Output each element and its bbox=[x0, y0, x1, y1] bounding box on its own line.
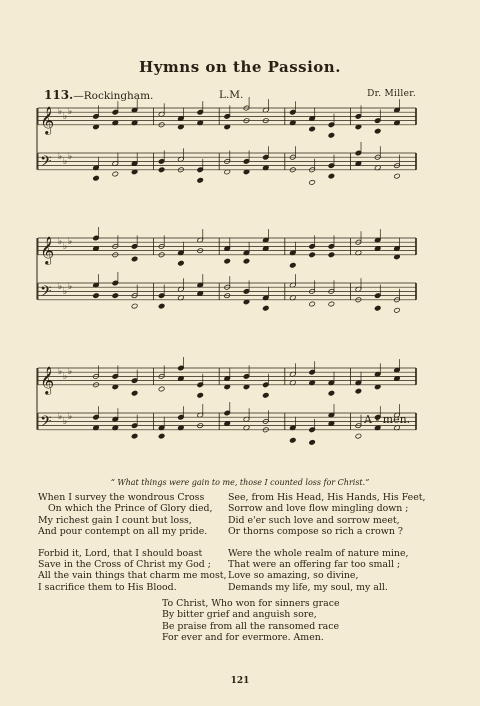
stanza-4 bbox=[228, 548, 440, 594]
clef-icon: 𝄢 bbox=[40, 412, 52, 434]
flat-icon: ♭ bbox=[68, 152, 73, 162]
final-doxology bbox=[162, 598, 392, 644]
note-head bbox=[309, 126, 316, 132]
flat-icon: ♭ bbox=[63, 157, 68, 167]
flat-icon: ♭ bbox=[68, 367, 73, 377]
flat-icon: ♭ bbox=[58, 152, 63, 162]
flat-icon: ♭ bbox=[68, 412, 73, 422]
verse-line: Or thorns compose so rich a crown ? bbox=[228, 526, 403, 538]
verse-line: All the vain things that charm me most, bbox=[38, 570, 227, 582]
note-head bbox=[158, 167, 165, 173]
note-head bbox=[309, 301, 316, 307]
verse-line: On which the Prince of Glory died, bbox=[48, 503, 213, 515]
note-head bbox=[178, 260, 185, 266]
note-head bbox=[243, 258, 250, 264]
note-head bbox=[262, 392, 269, 398]
note-head bbox=[131, 303, 138, 309]
note-head bbox=[309, 440, 316, 446]
note-head bbox=[355, 433, 362, 439]
page-number: 121 bbox=[230, 676, 250, 686]
verse-line: Demands my life, my soul, my all. bbox=[228, 581, 388, 593]
note-head bbox=[197, 177, 204, 183]
flat-icon: ♭ bbox=[58, 412, 63, 422]
verse-line: To Christ, Who won for sinners grace bbox=[162, 598, 340, 609]
note-head bbox=[131, 433, 138, 439]
verse-line: See, from His Head, His Hands, His Feet, bbox=[228, 492, 426, 503]
verse-line: By bitter grief and anguish sore, bbox=[162, 609, 317, 621]
note-head bbox=[394, 307, 401, 313]
note-head bbox=[158, 303, 165, 309]
note-head bbox=[355, 388, 362, 394]
verse-line: Did e'er such love and sorrow meet, bbox=[228, 514, 400, 526]
note-head bbox=[328, 132, 335, 138]
note-head bbox=[112, 293, 119, 299]
note-head bbox=[328, 301, 335, 307]
stanza-1 bbox=[38, 492, 238, 538]
note-head bbox=[374, 128, 381, 134]
note-head bbox=[328, 173, 335, 179]
note-head bbox=[394, 173, 401, 179]
flat-icon: ♭ bbox=[63, 372, 68, 382]
note-head bbox=[374, 305, 381, 311]
note-head bbox=[289, 437, 296, 443]
note-head bbox=[328, 390, 335, 396]
note-head bbox=[289, 262, 296, 268]
note-head bbox=[93, 293, 100, 299]
flat-icon: ♭ bbox=[63, 287, 68, 297]
stanza-3 bbox=[228, 492, 440, 538]
flat-icon: ♭ bbox=[63, 417, 68, 427]
flat-icon: ♭ bbox=[58, 237, 63, 247]
clef-icon: 𝄞 bbox=[40, 365, 55, 394]
verse-line: For ever and for evermore. Amen. bbox=[162, 632, 324, 644]
flat-icon: ♭ bbox=[68, 107, 73, 117]
note-head bbox=[93, 175, 100, 181]
clef-icon: 𝄢 bbox=[40, 282, 52, 304]
verse-line: And pour contempt on all my pride. bbox=[38, 526, 208, 538]
note-head bbox=[224, 258, 231, 264]
flat-icon: ♭ bbox=[68, 237, 73, 247]
verse-line: Save in the Cross of Christ my God ; bbox=[38, 559, 211, 571]
tune-composer: Dr. Miller. bbox=[367, 89, 416, 99]
note-head bbox=[158, 386, 165, 392]
note-head bbox=[309, 180, 316, 186]
note-head bbox=[131, 256, 138, 262]
verse-line: Forbid it, Lord, that I should boast bbox=[38, 547, 203, 559]
verses-right-column bbox=[228, 492, 440, 603]
verse-line: When I survey the wondrous Cross bbox=[38, 492, 205, 503]
clef-icon: 𝄢 bbox=[40, 152, 52, 174]
verse-line: Sorrow and love flow mingling down ; bbox=[228, 503, 409, 515]
stanza-2 bbox=[38, 548, 238, 594]
tune-name: —Rockingham. bbox=[73, 90, 154, 102]
note-head bbox=[131, 390, 138, 396]
page-title: Hymns on the Passion. bbox=[139, 58, 341, 76]
verse-line: Love so amazing, so divine, bbox=[228, 570, 359, 582]
note-head bbox=[112, 171, 119, 177]
verse-line: I sacrifice them to His Blood. bbox=[38, 581, 177, 593]
verse-line: My richest gain I count but loss, bbox=[38, 514, 192, 526]
clef-icon: 𝄞 bbox=[40, 105, 55, 134]
flat-icon: ♭ bbox=[63, 112, 68, 122]
flat-icon: ♭ bbox=[63, 242, 68, 252]
flat-icon: ♭ bbox=[68, 282, 73, 292]
tune-meter: L.M. bbox=[219, 89, 244, 101]
note-head bbox=[197, 392, 204, 398]
verses-left-column bbox=[38, 492, 238, 603]
hymn-number: 113. bbox=[44, 88, 74, 102]
note-head bbox=[309, 252, 316, 258]
flat-icon: ♭ bbox=[58, 107, 63, 117]
verse-line: That were an offering far too small ; bbox=[228, 559, 401, 571]
flat-icon: ♭ bbox=[58, 367, 63, 377]
note-head bbox=[158, 433, 165, 439]
note-head bbox=[328, 252, 335, 258]
verse-line: Be praise from all the ransomed race bbox=[162, 620, 340, 632]
clef-icon: 𝄞 bbox=[40, 235, 55, 264]
flat-icon: ♭ bbox=[58, 282, 63, 292]
scripture-quote: “ What things were gain to me, those I counted loss for Christ.” bbox=[110, 478, 370, 487]
verse-line: Were the whole realm of nature mine, bbox=[228, 547, 409, 559]
amen-lyric: A - men. bbox=[364, 413, 411, 426]
note-head bbox=[262, 305, 269, 311]
